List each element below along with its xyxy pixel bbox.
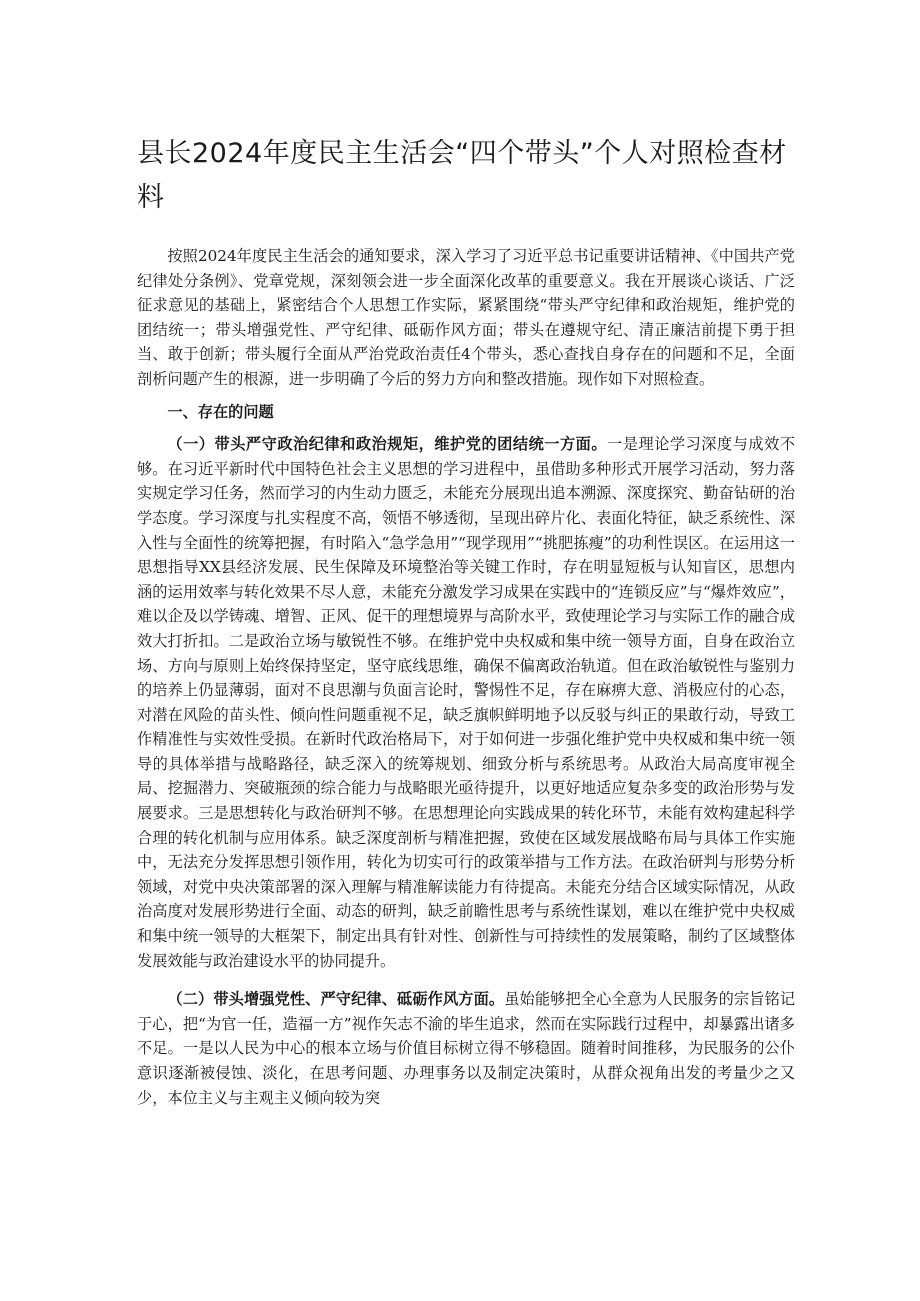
item-2-heading: （二）带头增强党性、严守纪律、砥砺作风方面。: [167, 990, 505, 1009]
item-1-paragraph: [137, 432, 795, 973]
item-1-body: 一是理论学习深度与成效不够。在习近平新时代中国特色社会主义思想的学习进程中，虽借助多种形式开展学习活动，努力落实规定学习任务，然而学习的内生动力匮乏，未能充分展现出追本溯源、深度探究、勤奋钻研的治学态度。学习深度与扎实程度不高，领悟不够透彻，呈现出碎片化、表面化特征，缺乏系统性、深入性与全面性的统筹把握，有时陷入“急学急用”“现学现用”“挑肥拣瘦”的功利性误区。在运用这一思想指导XX县经济发展、民生保障及环境整治等关键工作时，存在明显短板与认知盲区，思想内涵的运用效率与转化效果不尽人意，未能充分激发学习成果在实践中的“连锁反应”与“爆炸效应”，难以企及以学铸魂、增智、正风、促干的理想境界与高阶水平，致使理论学习与实际工作的融合成效大打折扣。二是政治立场与敏锐性不够。在维护党中央权威和集中统一领导方面，自身在政治立场、方向与原则上始终保持坚定，坚守底线思维，确保不偏离政治轨道。但在政治敏锐性与鉴别力的培养上仍显薄弱，面对不良思潮与负面言论时，警惕性不足，存在麻痹大意、消极应付的心态，对潜在风险的苗头性、倾向性问题重视不足，缺乏旗帜鲜明地予以反驳与纠正的果敢行动，导致工作精准性与实效性受损。在新时代政治格局下，对于如何进一步强化维护党中央权威和集中统一领导的具体举措与战略路径，缺乏深入的统筹规划、细致分析与系统思考。从政治大局高度审视全局、挖掘潜力、突破瓶颈的综合能力与战略眼光亟待提升，以更好地适应复杂多变的政治形势与发展要求。三是思想转化与政治研判不够。在思想理论向实践成果的转化环节，未能有效构建起科学合理的转化机制与应用体系。缺乏深度剖析与精准把握，致使在区域发展战略布局与具体工作实施中，无法充分发挥思想引领作用，转化为切实可行的政策举措与工作方法。在政治研判与形势分析领域，对党中央决策部署的深入理解与精准解读能力有待提高。未能充分结合区域实际情况，从政治高度对发展形势进行全面、动态的研判，缺乏前瞻性思考与系统性谋划，难以在维护党中央权威和集中统一领导的大框架下，制定出具有针对性、创新性与可持续性的发展策略，制约了区域整体发展效能与政治建设水平的协同提升。: [137, 435, 795, 970]
intro-paragraph: 按照2024年度民主生活会的通知要求，深入学习了习近平总书记重要讲话精神、《中国共产党纪律处分条例》、党章党规，深刻领会进一步全面深化改革的重要意义。我在开展谈心谈话、广泛征求意见的基础上，紧密结合个人思想工作实际，紧紧围绕“带头严守纪律和政治规矩，维护党的团结统一；带头增强党性、严守纪律、砥砺作风方面；带头在遵规守纪、清正廉洁前提下勇于担当、敢于创新；带头履行全面从严治党政治责任4个带头，悉心查找自身存在的问题和不足，全面剖析问题产生的根源，进一步明确了今后的努力方向和整改措施。现作如下对照检查。: [137, 247, 795, 388]
section-heading-problems: 一、存在的问题: [167, 402, 274, 421]
item-1-heading: （一）带头严守政治纪律和政治规矩，维护党的团结统一方面。: [167, 435, 608, 454]
item-2-paragraph: [137, 987, 795, 1110]
item-2-body: 虽始能够把全心全意为人民服务的宗旨铭记于心，把“为官一任，造福一方”视作矢志不渝的毕生追求，然而在实际践行过程中，却暴露出诸多不足。一是以人民为中心的根本立场与价值目标树立得不够稳固。随着时间推移，为民服务的公仆意识逐渐被侵蚀、淡化，在思考问题、办理事务以及制定决策时，从群众视角出发的考量少之又少，本位主义与主观主义倾向较为突: [137, 990, 796, 1107]
document-title: 县长2024年度民主生活会“四个带头”个人对照检查材料: [137, 138, 787, 213]
document-page: [137, 132, 795, 1110]
